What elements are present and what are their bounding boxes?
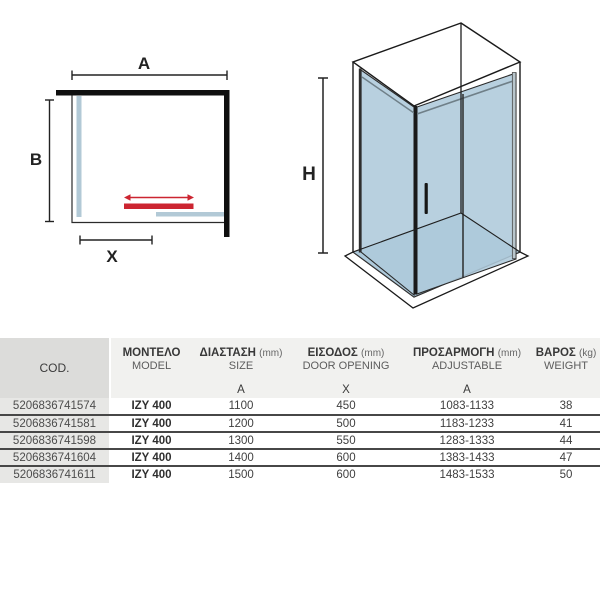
table-cell: IZY 400: [110, 415, 192, 432]
dimension-label-h: H: [302, 164, 316, 185]
subheader-weight: [532, 381, 600, 398]
door-handle: [425, 183, 428, 214]
table-cell: 1183-1233: [402, 415, 532, 432]
table-row: [0, 449, 600, 466]
table-row: [0, 415, 600, 432]
spec-table-header: [0, 338, 600, 398]
table-cell: 1383-1433: [402, 449, 532, 466]
product-code-cell: 5206836741581: [0, 415, 110, 432]
side-wall: [224, 90, 230, 237]
table-cell: IZY 400: [110, 449, 192, 466]
front-fixed-glass-panel: [156, 212, 224, 217]
table-cell: 1083-1133: [402, 398, 532, 415]
dimension-h: [302, 78, 328, 253]
spec-table-body: [0, 398, 600, 483]
table-cell: 1283-1333: [402, 432, 532, 449]
top-wall: [56, 90, 230, 96]
table-cell: 1300: [192, 432, 290, 449]
column-header-cod: COD.: [0, 338, 110, 398]
table-cell: 47: [532, 449, 600, 466]
dimension-a: [72, 54, 227, 80]
table-cell: 50: [559, 469, 573, 481]
plan-view-diagram: [0, 40, 280, 280]
table-row: [0, 398, 600, 415]
table-cell: 600: [336, 469, 356, 481]
table-row: [0, 466, 600, 483]
product-code-cell: 5206836741611: [0, 466, 110, 483]
table-cell: 44: [532, 432, 600, 449]
table-cell: 450: [290, 398, 402, 415]
dimension-label-a: A: [137, 54, 151, 73]
table-cell: 550: [290, 432, 402, 449]
table-cell: 1200: [192, 415, 290, 432]
slide-direction-arrow: [124, 194, 194, 200]
iso-view-diagram: [295, 10, 575, 315]
dimension-label-b: B: [29, 150, 43, 169]
sliding-door: [124, 204, 194, 210]
dimension-x: [80, 236, 152, 267]
table-cell: 41: [532, 415, 600, 432]
table-cell: 1483-1533: [439, 469, 495, 481]
product-code-cell: 5206836741604: [0, 449, 110, 466]
right-wall-profile: [512, 73, 516, 259]
column-header-size: ΔΙΑΣΤΑΣΗ (mm) SIZE: [192, 338, 290, 381]
table-cell: IZY 400: [131, 469, 172, 481]
subheader-adjustable-a: A: [402, 381, 532, 398]
column-header-adjustable: ΠΡΟΣΑΡΜΟΓΗ (mm) ADJUSTABLE: [402, 338, 532, 381]
enclosure-outline: [72, 96, 224, 223]
column-header-model: ΜΟΝΤΕΛΟ MODEL: [110, 338, 192, 381]
column-header-door-opening: ΕΙΣΟΔΟΣ (mm) DOOR OPENING: [290, 338, 402, 381]
column-header-weight: ΒΑΡΟΣ (kg) WEIGHT: [532, 338, 600, 381]
table-cell: 1100: [192, 398, 290, 415]
side-glass-panel: [77, 96, 82, 217]
table-cell: 500: [290, 415, 402, 432]
table-cell: 1500: [228, 469, 254, 481]
product-code-cell: 5206836741598: [0, 432, 110, 449]
spec-table: [0, 338, 600, 483]
dimension-label-x: X: [106, 247, 118, 266]
product-code-cell: 5206836741574: [0, 398, 110, 415]
front-glass-panels: [417, 73, 516, 294]
table-cell: 38: [532, 398, 600, 415]
subheader-opening-x: X: [290, 381, 402, 398]
side-wall-profile: [359, 69, 362, 253]
table-cell: IZY 400: [110, 398, 192, 415]
subheader-model: [110, 381, 192, 398]
table-cell: 600: [290, 449, 402, 466]
subheader-size-a: A: [192, 381, 290, 398]
table-cell: IZY 400: [110, 432, 192, 449]
dimension-b: [30, 100, 54, 222]
table-cell: 1400: [192, 449, 290, 466]
table-row: [0, 432, 600, 449]
